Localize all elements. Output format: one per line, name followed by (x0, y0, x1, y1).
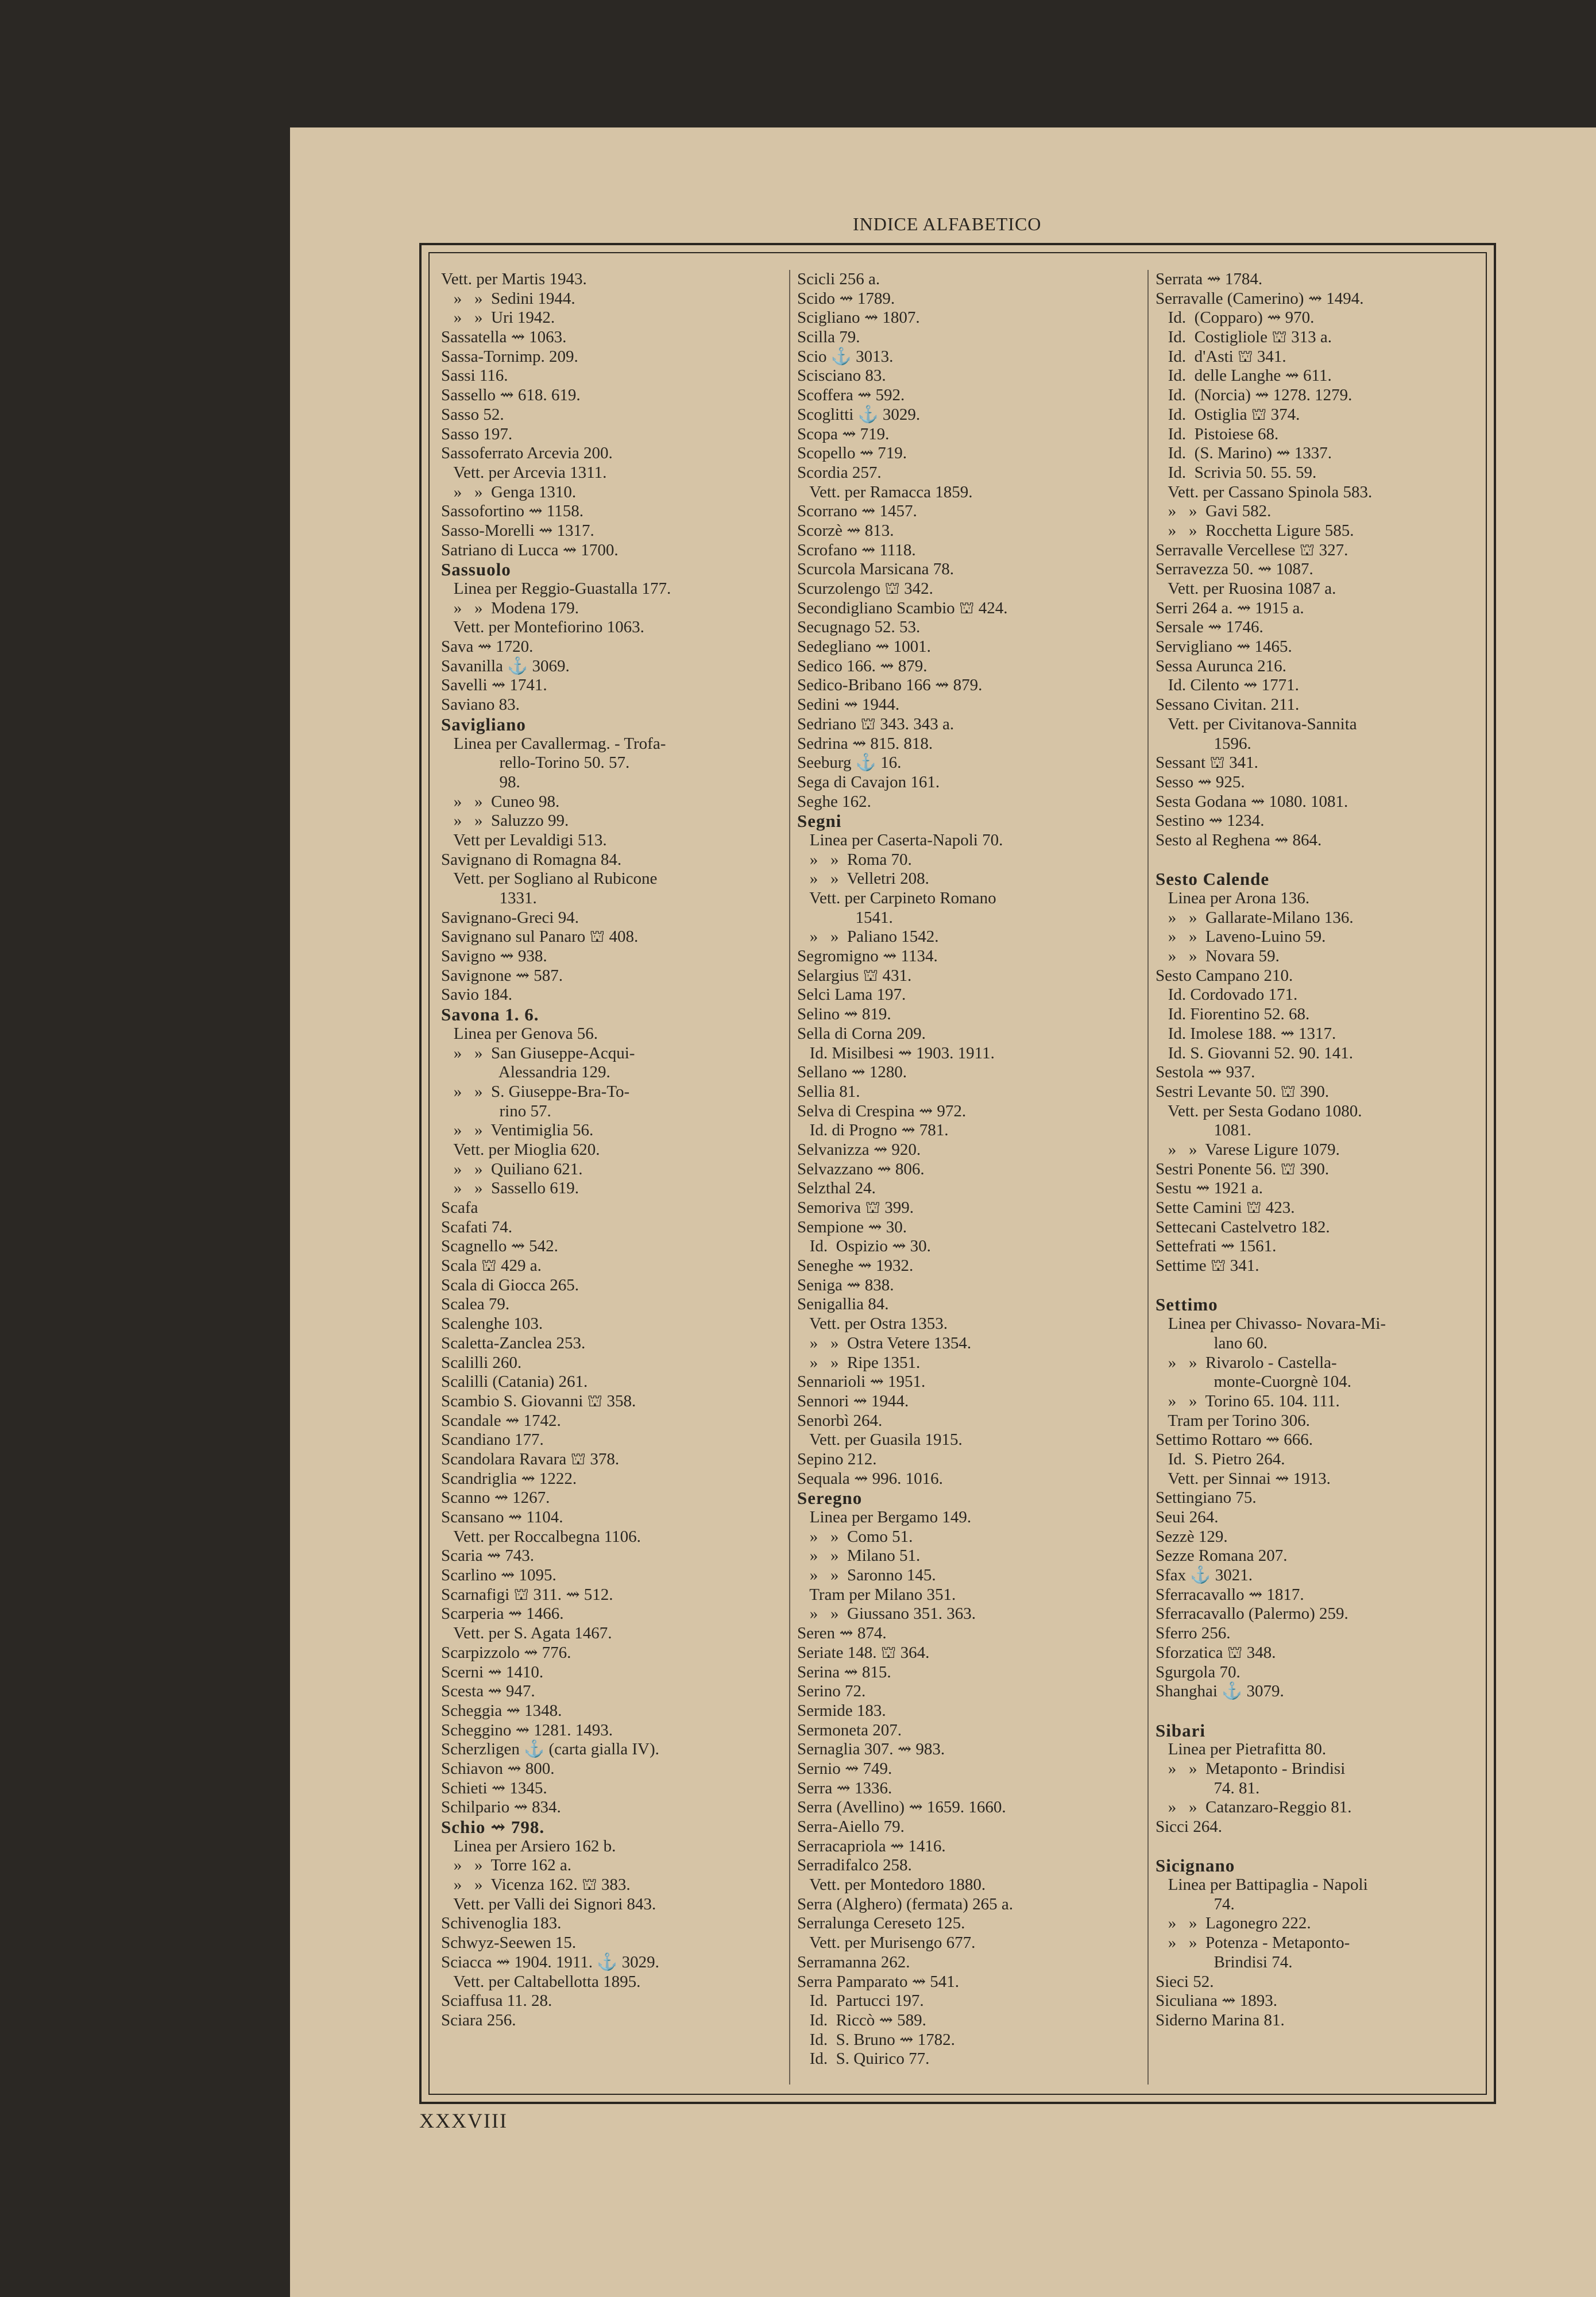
index-entry: Linea per Chivasso- Novara-Mi- (1156, 1314, 1386, 1333)
column-divider (1147, 270, 1149, 2085)
index-entry: Sellano ⇝ 1280. (797, 1063, 907, 1082)
index-entry: Scicli 256 a. (797, 270, 880, 288)
index-entry: » » Metaponto - Brindisi (1156, 1759, 1346, 1778)
index-entry (1156, 850, 1500, 870)
index-entry: Scaria ⇝ 743. (441, 1546, 535, 1565)
index-entry: Settecani Castelvetro 182. (1156, 1217, 1330, 1236)
index-entry: Vett. per Ruosina 1087 a. (1156, 579, 1336, 598)
index-entry: Saviano 83. (441, 695, 520, 714)
index-entry: Sfax ⚓ 3021. (1156, 1566, 1253, 1585)
index-entry: Scarnafigi ⛫ 311. ⇝ 512. (441, 1585, 613, 1604)
index-entry: Selvanizza ⇝ 920. (797, 1140, 921, 1159)
index-entry: Settime ⛫ 341. (1156, 1256, 1259, 1275)
index-entry: Scisciano 83. (797, 366, 886, 385)
index-entry: Vett. per Murisengo 677. (797, 1933, 976, 1952)
index-entry: » » Quiliano 621. (441, 1159, 583, 1178)
index-entry: Sferro 256. (1156, 1624, 1231, 1643)
index-entry: Serina ⇝ 815. (797, 1662, 891, 1681)
index-heading: Savona 1. 6. (441, 1004, 539, 1025)
index-entry: Sesto Campano 210. (1156, 966, 1293, 985)
index-entry: lano 60. (1156, 1333, 1267, 1352)
index-entry: » » Gallarate-Milano 136. (1156, 908, 1354, 927)
index-entry: Scio ⚓ 3013. (797, 347, 894, 366)
index-entry: Vett. per Sogliano al Rubicone (441, 869, 658, 888)
index-entry: » » Ventimiglia 56. (441, 1121, 594, 1140)
index-entry: » » Roma 70. (797, 850, 912, 869)
index-entry: Id. Riccò ⇝ 589. (797, 2010, 926, 2029)
index-entry: Sciaffusa 11. 28. (441, 1991, 552, 2010)
index-heading: Segni (797, 811, 842, 832)
index-entry: Id. di Progno ⇝ 781. (797, 1121, 949, 1140)
index-entry: Vett. per Ostra 1353. (797, 1314, 948, 1333)
index-entry: Linea per Genova 56. (441, 1024, 598, 1043)
index-entry: » » Catanzaro-Reggio 81. (1156, 1798, 1352, 1817)
index-entry: Scalilli 260. (441, 1353, 522, 1372)
index-entry: 1331. (441, 889, 537, 907)
index-entry: Sernio ⇝ 749. (797, 1759, 892, 1778)
index-entry: Vett. per Martis 1943. (441, 270, 587, 288)
index-entry: Sciacca ⇝ 1904. 1911. ⚓ 3029. (441, 1952, 659, 1971)
index-entry: » » Saluzzo 99. (441, 811, 569, 830)
index-entry: Schiavon ⇝ 800. (441, 1759, 555, 1778)
index-entry: » » Ripe 1351. (797, 1353, 921, 1372)
index-heading: Savigliano (441, 714, 526, 734)
index-entry: Sgurgola 70. (1156, 1662, 1241, 1681)
index-heading: Sassuolo (441, 559, 511, 580)
index-entry: Id. Ospizio ⇝ 30. (797, 1237, 931, 1256)
index-entry: Sferracavallo (Palermo) 259. (1156, 1604, 1348, 1623)
index-entry: Settefrati ⇝ 1561. (1156, 1237, 1277, 1256)
index-entry: Sicci 264. (1156, 1818, 1222, 1836)
index-entry: Sega di Cavajon 161. (797, 772, 940, 791)
index-entry: Sesta Godana ⇝ 1080. 1081. (1156, 792, 1348, 811)
index-entry: Selci Lama 197. (797, 985, 906, 1004)
index-entry: » » Genga 1310. (441, 482, 577, 501)
index-entry: » » Torre 162 a. (441, 1856, 571, 1875)
index-entry: Sieci 52. (1156, 1972, 1214, 1991)
index-entry: Scordia 257. (797, 463, 882, 482)
index-entry: Id. Scrivia 50. 55. 59. (1156, 463, 1317, 482)
index-entry: Sermoneta 207. (797, 1720, 902, 1739)
index-entry: Scambio S. Giovanni ⛫ 358. (441, 1391, 636, 1410)
index-entry: Scigliano ⇝ 1807. (797, 308, 920, 327)
index-entry: Secondigliano Scambio ⛫ 424. (797, 598, 1008, 617)
index-entry: Schivenoglia 183. (441, 1914, 562, 1933)
index-entry: Vett. per Civitanova-Sannita (1156, 714, 1357, 733)
index-entry: Id. (Norcia) ⇝ 1278. 1279. (1156, 386, 1352, 405)
index-entry: Scilla 79. (797, 328, 860, 347)
index-entry: Sesso ⇝ 925. (1156, 772, 1245, 791)
index-entry: 98. (441, 772, 520, 791)
index-entry: Sermide 183. (797, 1701, 886, 1720)
index-entry: Scopa ⇝ 719. (797, 424, 890, 443)
index-entry: Scafa (441, 1198, 478, 1217)
index-entry: Seniga ⇝ 838. (797, 1275, 894, 1294)
index-entry: Scheggino ⇝ 1281. 1493. (441, 1720, 613, 1739)
index-entry: Schwyz-Seewen 15. (441, 1933, 577, 1952)
index-entry: Sassofortino ⇝ 1158. (441, 502, 583, 521)
index-entry: Id. S. Pietro 264. (1156, 1449, 1285, 1468)
index-entry: Shanghai ⚓ 3079. (1156, 1682, 1284, 1701)
index-entry: » » Milano 51. (797, 1546, 921, 1565)
index-entry: » » Lagonegro 222. (1156, 1914, 1311, 1933)
index-entry: monte-Cuorgnè 104. (1156, 1372, 1351, 1391)
index-entry: Sersale ⇝ 1746. (1156, 618, 1263, 637)
index-entry: Id. Partucci 197. (797, 1991, 924, 2010)
index-entry: Sestola ⇝ 937. (1156, 1063, 1255, 1082)
index-entry: Brindisi 74. (1156, 1952, 1293, 1971)
page-number: XXXVIII (419, 2109, 508, 2132)
index-entry: Selva di Crespina ⇝ 972. (797, 1101, 967, 1120)
index-entry: Sestino ⇝ 1234. (1156, 811, 1265, 830)
index-entry: Schieti ⇝ 1345. (441, 1778, 547, 1797)
index-entry: Id. Cilento ⇝ 1771. (1156, 676, 1299, 695)
index-entry: Sassoferrato Arcevia 200. (441, 444, 613, 463)
index-entry: Scarperia ⇝ 1466. (441, 1604, 564, 1623)
index-entry: Sassatella ⇝ 1063. (441, 328, 567, 347)
index-entry: rino 57. (441, 1101, 551, 1120)
index-entry: Linea per Reggio-Guastalla 177. (441, 579, 671, 598)
index-entry: Serravalle (Camerino) ⇝ 1494. (1156, 289, 1364, 308)
index-entry: Selzthal 24. (797, 1179, 876, 1198)
index-heading: Sesto Calende (1156, 869, 1270, 890)
index-entry: 1596. (1156, 734, 1251, 753)
index-entry: Segromigno ⇝ 1134. (797, 947, 938, 966)
index-entry: Vett. per Cassano Spinola 583. (1156, 482, 1373, 501)
index-entry: Servigliano ⇝ 1465. (1156, 637, 1292, 656)
index-entry: Vett. per Carpineto Romano (797, 889, 996, 907)
index-entry: » » Paliano 1542. (797, 927, 939, 946)
index-entry: Id. Imolese 188. ⇝ 1317. (1156, 1024, 1336, 1043)
index-entry: Settimo Rottaro ⇝ 666. (1156, 1430, 1313, 1449)
index-entry: Sestri Levante 50. ⛫ 390. (1156, 1082, 1330, 1101)
index-entry: » » Saronno 145. (797, 1566, 936, 1585)
index-entry: Savignano-Greci 94. (441, 908, 579, 927)
index-entry: Sennarioli ⇝ 1951. (797, 1372, 926, 1391)
index-entry: » » S. Giuseppe-Bra-To- (441, 1082, 630, 1101)
index-entry: Vett. per Montefiorino 1063. (441, 618, 644, 637)
index-entry: Scala di Giocca 265. (441, 1275, 579, 1294)
index-entry: » » Vicenza 162. ⛫ 383. (441, 1876, 631, 1894)
index-entry: Scagnello ⇝ 542. (441, 1237, 558, 1256)
index-entry: Semoriva ⛫ 399. (797, 1198, 914, 1217)
index-entry: Sedico-Bribano 166 ⇝ 879. (797, 676, 983, 695)
index-entry: Selvazzano ⇝ 806. (797, 1159, 925, 1178)
index-entry: Vett. per Mioglia 620. (441, 1140, 600, 1159)
index-entry: Serramanna 262. (797, 1952, 910, 1971)
index-entry: » » Novara 59. (1156, 947, 1280, 966)
index-entry: Linea per Arona 136. (1156, 889, 1310, 907)
index-entry: Serra-Aiello 79. (797, 1818, 905, 1836)
index-entry: » » Modena 179. (441, 598, 579, 617)
index-entry: Vett. per Sinnai ⇝ 1913. (1156, 1469, 1331, 1488)
index-entry: » » Cuneo 98. (441, 792, 560, 811)
index-entry: Scaletta-Zanclea 253. (441, 1333, 586, 1352)
index-entry: Sassello ⇝ 618. 619. (441, 386, 581, 405)
index-entry: Selino ⇝ 819. (797, 1005, 891, 1024)
index-entry: Sasso-Morelli ⇝ 1317. (441, 521, 594, 540)
index-entry: » » Torino 65. 104. 111. (1156, 1391, 1340, 1410)
index-entry: » » Gavi 582. (1156, 502, 1272, 521)
index-entry: 1081. (1156, 1121, 1251, 1140)
index-entry: » » Rivarolo - Castella- (1156, 1353, 1337, 1372)
index-entry: Scurcola Marsicana 78. (797, 560, 954, 579)
index-entry: Scheggia ⇝ 1348. (441, 1701, 562, 1720)
index-entry: Scandolara Ravara ⛫ 378. (441, 1449, 620, 1468)
index-entry: Sessa Aurunca 216. (1156, 656, 1286, 675)
index-column-1 (441, 270, 786, 2096)
index-entry: Sezze Romana 207. (1156, 1546, 1288, 1565)
index-entry: Scurzolengo ⛫ 342. (797, 579, 933, 598)
index-entry: Scandiano 177. (441, 1430, 544, 1449)
index-entry: Secugnago 52. 53. (797, 618, 921, 637)
index-entry: Serra (Alghero) (fermata) 265 a. (797, 1894, 1014, 1913)
index-entry: » » San Giuseppe-Acqui- (441, 1043, 635, 1062)
index-entry: 1541. (797, 908, 893, 927)
index-heading: Sicignano (1156, 1855, 1235, 1876)
index-entry: Satriano di Lucca ⇝ 1700. (441, 540, 619, 559)
index-entry: Savio 184. (441, 985, 513, 1004)
index-entry: Scoffera ⇝ 592. (797, 386, 905, 405)
index-entry: rello-Torino 50. 57. (441, 753, 630, 772)
index-entry: Scesta ⇝ 947. (441, 1682, 535, 1701)
index-entry: Sesto al Reghena ⇝ 864. (1156, 830, 1322, 849)
index-entry: » » Rocchetta Ligure 585. (1156, 521, 1354, 540)
index-entry (1156, 1276, 1500, 1296)
index-entry: Sennori ⇝ 1944. (797, 1391, 909, 1410)
index-entry: Sestu ⇝ 1921 a. (1156, 1179, 1263, 1198)
index-entry: Serracapriola ⇝ 1416. (797, 1836, 946, 1855)
index-entry: Sedrina ⇝ 815. 818. (797, 734, 933, 753)
index-entry: » » Giussano 351. 363. (797, 1604, 976, 1623)
index-entry: Linea per Bergamo 149. (797, 1508, 972, 1526)
index-entry: Sestri Ponente 56. ⛫ 390. (1156, 1159, 1330, 1178)
index-entry: Sedini ⇝ 1944. (797, 695, 900, 714)
index-entry: Sforzatica ⛫ 348. (1156, 1643, 1276, 1662)
index-entry: Scerni ⇝ 1410. (441, 1662, 544, 1681)
column-divider (789, 270, 790, 2085)
index-entry: Vett. per Sesta Godano 1080. (1156, 1101, 1362, 1120)
index-entry: Scarlino ⇝ 1095. (441, 1566, 557, 1585)
index-entry: Id. Pistoiese 68. (1156, 424, 1279, 443)
index-entry: » » Sassello 619. (441, 1179, 579, 1198)
index-entry: Vett. per Roccalbegna 1106. (441, 1527, 641, 1546)
index-entry: Savigno ⇝ 938. (441, 947, 547, 966)
index-entry: Scorrano ⇝ 1457. (797, 502, 917, 521)
index-entry: 74. (1156, 1894, 1235, 1913)
index-entry: » » Velletri 208. (797, 869, 929, 888)
index-entry: Linea per Caserta-Napoli 70. (797, 830, 1003, 849)
index-entry: Vett. per Montedoro 1880. (797, 1876, 986, 1894)
index-entry: Id. S. Bruno ⇝ 1782. (797, 2030, 955, 2049)
index-entry: Id. Ostiglia ⛫ 374. (1156, 405, 1300, 424)
index-entry: Serino 72. (797, 1682, 866, 1701)
index-entry: Savignano sul Panaro ⛫ 408. (441, 927, 639, 946)
index-entry: Sernaglia 307. ⇝ 983. (797, 1740, 945, 1759)
index-entry: Serri 264 a. ⇝ 1915 a. (1156, 598, 1304, 617)
index-column-2 (797, 270, 1142, 2096)
index-entry: Sempione ⇝ 30. (797, 1217, 907, 1236)
index-entry: Sepino 212. (797, 1449, 877, 1468)
index-entry (1156, 1837, 1500, 1857)
index-entry: Seghe 162. (797, 792, 871, 811)
index-entry: Savignano di Romagna 84. (441, 850, 622, 869)
index-entry: Scrofano ⇝ 1118. (797, 540, 916, 559)
index-entry: Savelli ⇝ 1741. (441, 676, 547, 695)
index-heading: Schio ⇝ 798. (441, 1817, 545, 1837)
index-entry: Sassa-Tornimp. 209. (441, 347, 578, 366)
index-entry: Scoglitti ⚓ 3029. (797, 405, 921, 424)
index-entry: Vett. per Ramacca 1859. (797, 482, 973, 501)
index-entry: » » Laveno-Luino 59. (1156, 927, 1326, 946)
page-title: INDICE ALFABETICO (853, 214, 1042, 234)
index-entry: Vett. per Arcevia 1311. (441, 463, 607, 482)
index-entry: Sferracavallo ⇝ 1817. (1156, 1585, 1304, 1604)
index-entry: Sciara 256. (441, 2010, 516, 2029)
index-entry: Linea per Pietrafitta 80. (1156, 1740, 1327, 1759)
index-entry: Sassi 116. (441, 366, 508, 385)
index-entry: Serra (Avellino) ⇝ 1659. 1660. (797, 1798, 1006, 1817)
index-entry: Settingiano 75. (1156, 1488, 1257, 1507)
index-entry: Id. Costigliole ⛫ 313 a. (1156, 328, 1332, 347)
index-entry: Sezzè 129. (1156, 1527, 1228, 1546)
index-entry: Scalea 79. (441, 1295, 510, 1314)
index-entry: » » Potenza - Metaponto- (1156, 1933, 1350, 1952)
index-entry: Savanilla ⚓ 3069. (441, 656, 570, 675)
index-entry: Sequala ⇝ 996. 1016. (797, 1469, 943, 1488)
index-entry: Sessano Civitan. 211. (1156, 695, 1300, 714)
index-entry: » » Sedini 1944. (441, 289, 575, 308)
index-entry: Vett. per Caltabellotta 1895. (441, 1972, 641, 1991)
index-entry: Sasso 197. (441, 424, 513, 443)
index-entry: Id. Misilbesi ⇝ 1903. 1911. (797, 1043, 995, 1062)
index-entry: Scansano ⇝ 1104. (441, 1508, 563, 1526)
index-entry: Schilpario ⇝ 834. (441, 1798, 561, 1817)
index-entry: Sedriano ⛫ 343. 343 a. (797, 714, 954, 733)
index-entry: Seui 264. (1156, 1508, 1219, 1526)
index-entry: Serradifalco 258. (797, 1856, 912, 1875)
index-entry: Id. (Copparo) ⇝ 970. (1156, 308, 1315, 327)
index-entry: Scandale ⇝ 1742. (441, 1411, 561, 1430)
index-entry: Scalilli (Catania) 261. (441, 1372, 588, 1391)
index-entry: Tram per Torino 306. (1156, 1411, 1310, 1430)
index-entry: Vett. per Guasila 1915. (797, 1430, 963, 1449)
index-entry: Sellia 81. (797, 1082, 860, 1101)
index-entry: Scala ⛫ 429 a. (441, 1256, 542, 1275)
index-entry: Id. S. Giovanni 52. 90. 141. (1156, 1043, 1353, 1062)
index-entry: Id. S. Quirico 77. (797, 2049, 930, 2068)
index-entry: Sedegliano ⇝ 1001. (797, 637, 931, 656)
index-entry: Vett. per Valli dei Signori 843. (441, 1894, 656, 1913)
index-entry: Serra ⇝ 1336. (797, 1778, 892, 1797)
index-entry: Sedico 166. ⇝ 879. (797, 656, 928, 675)
index-entry: Selargius ⛫ 431. (797, 966, 912, 985)
index-entry: Scido ⇝ 1789. (797, 289, 895, 308)
index-entry: » » Uri 1942. (441, 308, 555, 327)
index-entry: Seneghe ⇝ 1932. (797, 1256, 914, 1275)
index-entry: Siderno Marina 81. (1156, 2010, 1285, 2029)
index-entry: » » Varese Ligure 1079. (1156, 1140, 1340, 1159)
index-heading: Sibari (1156, 1720, 1205, 1741)
index-entry: Tram per Milano 351. (797, 1585, 956, 1604)
index-entry: Seren ⇝ 874. (797, 1624, 887, 1643)
index-entry: Senorbì 264. (797, 1411, 883, 1430)
index-entry: » » Como 51. (797, 1527, 913, 1546)
index-entry: Scanno ⇝ 1267. (441, 1488, 550, 1507)
index-entry: Serrata ⇝ 1784. (1156, 270, 1263, 288)
index-entry: 74. 81. (1156, 1778, 1260, 1797)
index-entry: Sessant ⛫ 341. (1156, 753, 1258, 772)
index-entry: Scopello ⇝ 719. (797, 444, 907, 463)
index-entry: Serralunga Cereseto 125. (797, 1914, 965, 1933)
index-entry (1156, 1702, 1500, 1721)
index-column-3 (1156, 270, 1500, 2096)
index-entry: Id. Fiorentino 52. 68. (1156, 1005, 1310, 1024)
index-heading: Seregno (797, 1488, 863, 1509)
index-heading: Settimo (1156, 1294, 1218, 1315)
index-entry: Sava ⇝ 1720. (441, 637, 534, 656)
index-entry: Scafati 74. (441, 1217, 513, 1236)
index-entry: Scandriglia ⇝ 1222. (441, 1469, 577, 1488)
index-entry: Scorzè ⇝ 813. (797, 521, 894, 540)
index-entry: Seeburg ⚓ 16. (797, 753, 902, 772)
index-entry: Serra Pamparato ⇝ 541. (797, 1972, 959, 1991)
index-entry: Id. Cordovado 171. (1156, 985, 1298, 1004)
index-entry: Id. (S. Marino) ⇝ 1337. (1156, 444, 1332, 463)
index-entry: Linea per Battipaglia - Napoli (1156, 1876, 1368, 1894)
index-entry: Alessandria 129. (441, 1063, 610, 1082)
index-entry: Sasso 52. (441, 405, 504, 424)
index-entry: Scherzligen ⚓ (carta gialla IV). (441, 1740, 659, 1759)
index-entry: Siculiana ⇝ 1893. (1156, 1991, 1277, 2010)
index-entry: » » Ostra Vetere 1354. (797, 1333, 972, 1352)
index-entry: Linea per Cavallermag. - Trofa- (441, 734, 666, 753)
index-entry: Seriate 148. ⛫ 364. (797, 1643, 930, 1662)
index-entry: Id. delle Langhe ⇝ 611. (1156, 366, 1332, 385)
index-entry: Id. d'Asti ⛫ 341. (1156, 347, 1286, 366)
index-entry: Savignone ⇝ 587. (441, 966, 563, 985)
index-entry: Serravezza 50. ⇝ 1087. (1156, 560, 1313, 579)
index-entry: Sette Camini ⛫ 423. (1156, 1198, 1295, 1217)
index-entry: Vett. per S. Agata 1467. (441, 1624, 612, 1643)
index-entry: Senigallia 84. (797, 1295, 889, 1314)
index-entry: Sella di Corna 209. (797, 1024, 926, 1043)
index-entry: Scalenghe 103. (441, 1314, 543, 1333)
index-entry: Vett per Levaldigi 513. (441, 830, 607, 849)
index-entry: Serravalle Vercellese ⛫ 327. (1156, 540, 1348, 559)
index-entry: Linea per Arsiero 162 b. (441, 1836, 616, 1855)
index-entry: Scarpizzolo ⇝ 776. (441, 1643, 571, 1662)
